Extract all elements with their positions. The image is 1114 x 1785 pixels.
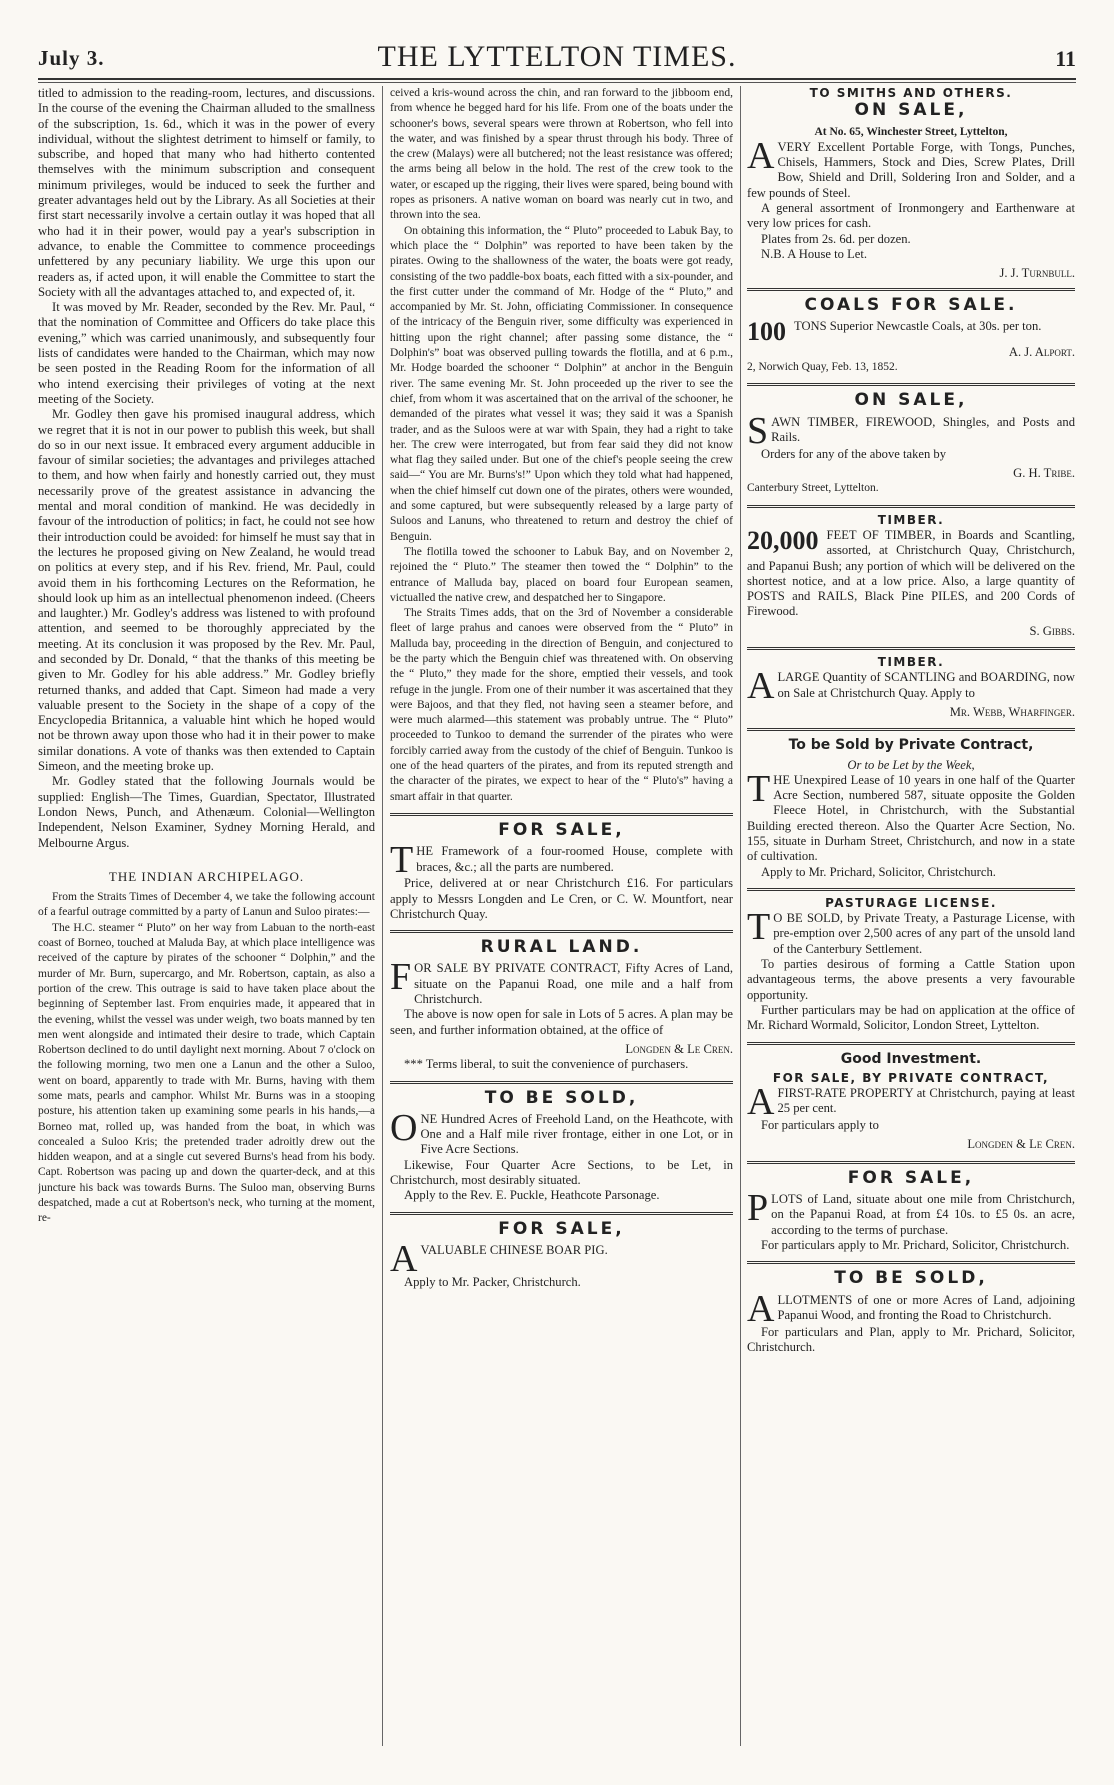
advert-title: FOR SALE, (498, 1218, 625, 1239)
drop-cap: A (747, 134, 775, 177)
advert-signature: Longden & Le Cren. (625, 1041, 733, 1056)
advert-title: TO BE SOLD, (834, 1268, 988, 1289)
advert-signature: J. J. Turnbull. (999, 266, 1075, 281)
advert-signature: S. Gibbs. (1029, 623, 1075, 638)
advert-text: Apply to Mr. Prichard, Solicitor, Christchurch. (761, 864, 996, 879)
drop-cap: A (747, 665, 775, 708)
advert-rural-land (390, 930, 733, 1080)
advert-text: For particulars apply to (761, 1118, 879, 1133)
advert-investment (747, 1042, 1075, 1161)
advert-signature: Mr. Webb, Wharfinger. (949, 704, 1075, 719)
advert-body: O BE SOLD, by Private Treaty, a Pasturage License, with pre-emption over 2,500 acres of any part of the unsold land of the Canterbury Settlement. (773, 911, 1075, 956)
advert-title: ON SALE, (854, 390, 968, 411)
advert-text: Price, delivered at or near Christchurch £16. For particulars apply to Messrs Longden and Le Cren, or C. W. Mountfort, near Christchurch Quay. (390, 876, 733, 921)
advert-coals (747, 288, 1075, 384)
advert-title: Good Investment. (840, 1050, 982, 1067)
article-paragraph: On obtaining this information, the “ Pluto” proceeded to Labuk Bay, to which place the “ Dolphin” was reported to have been taken by the pirates. Owing to the shallowness of the water, the boats were got ready, consisting of the two paddle-box boats, each fitted with a six-pounder, and the first cutter under the command of Mr. Hodge of the “ Pluto,” and accompanied by Mr. St. John, officiating Commissioner. In consequence of the intricacy of the Benguin river, some difficulty was experienced in hitting upon the right channel; after passing some distance, the “ Dolphin's” boat was observed pulling towards the flotilla, and at 6 p.m., Mr. Hodge boarded the schooner “ Dolphin” at anchor in the Benguin river. The same evening Mr. St. John proceeded up the river to see the chief, from whom it was ascertained that on the arrival of the schooner, he demanded of the pirates what vessel it was; they said it was a Spanish trader, and as the Suloos were at war with Spain, they had a right to take her. The crew were interrogated, but from fear said they did not know what flag they sailed under. But one of the chief's people seeing the crew said—“ You are Mr. Burns's!” Upon which they told what had happened, when the chief himself cut down one of the pirates, others were wounded, and some captured, but were subsequently released by a large party of Suloos and Lanuns, who threatened to return and destroy the chief of Benguin. (390, 224, 733, 543)
drop-cap: P (747, 1187, 769, 1230)
header-rule-thin (38, 82, 1076, 83)
advert-signature: A. J. Alport. (1008, 344, 1075, 359)
advert-body: TONS Superior Newcastle Coals, at 30s. per ton. (794, 318, 1042, 333)
advert-body: LOTS of Land, situate about one mile from Christchurch, on the Papanui Road, at from £4 10s. to £5 0s. an acre, according to the terms of purchase. (771, 1192, 1075, 1237)
advert-signature: Longden & Le Cren. (967, 1137, 1075, 1152)
advert-title: TIMBER. (877, 655, 945, 670)
advert-body: AWN TIMBER, FIREWOOD, Shingles, and Posts and Rails. (771, 414, 1075, 445)
advert-text: For particulars and Plan, apply to Mr. Prichard, Solicitor, Christchurch. (747, 1324, 1075, 1354)
page-header (38, 38, 1076, 76)
advert-body: LLOTMENTS of one or more Acres of Land, adjoining Papanui Wood, and fronting the Road to Christchurch. (777, 1292, 1075, 1322)
article-paragraph: The Straits Times adds, that on the 3rd of November a considerable fleet of large prahus and canoes were observed from the “ Pluto” in Malluda bay, proceeding in the direction of Benguin, and conjectured to be the party which the Benguin chief was threatened with. On observing the “ Pluto,” they made for the shore, emptied their vessels, and took refuge in the jungle. From one of their number it was ascertained that they were Bajoos, and that they fled, not having seen a steamer before, and were much alarmed—this statement was probably untrue. The “ Pluto” proceeded to Tunkoo to demand the surrender of the pirates who were forcibly carried away from the custody of the chief of Benguin. Tunkoo is one of the head quarters of the pirates, and from its reputed strength and the character of the pirates, we expect to hear of the “ Pluto's” having a smart affair in that quarter. (390, 607, 733, 803)
advert-subtitle: TO SMITHS AND OTHERS. (809, 86, 1013, 100)
article-paragraph: From the Straits Times of December 4, we take the following account of a fearful outrage committed by a party of Lanun and Suloo pirates:— (38, 891, 375, 919)
advert-signature: G. H. Tribe. (1013, 466, 1075, 481)
advert-subtitle: Or to be Let by the Week, (847, 757, 975, 772)
drop-cap: A (747, 1081, 775, 1124)
drop-cap: S (747, 409, 769, 452)
drop-cap: T (747, 906, 771, 949)
column-divider (740, 86, 741, 1746)
advert-title: FOR SALE, (847, 1167, 975, 1188)
drop-cap: A (390, 1237, 418, 1280)
drop-cap: T (390, 839, 414, 882)
advert-text: Orders for any of the above taken by (761, 446, 946, 461)
advert-title: PASTURAGE LICENSE. (825, 895, 997, 910)
advert-text: *** Terms liberal, to suit the convenience of purchasers. (404, 1057, 689, 1072)
advert-body: FEET OF TIMBER, in Boards and Scantling, assorted, at Christchurch Quay, Christchurch, and Papanui Bush; any portion of which will be delivered on the shortest notice, and at a low price. Also, a large quantity of POSTS and RAILS, Black Pine PILES, and 200 Cords of Firewood. (747, 527, 1075, 619)
advert-plots (747, 1161, 1075, 1261)
advert-subtitle: FOR SALE, BY PRIVATE CONTRACT, (772, 1070, 1050, 1085)
advert-address: Canterbury Street, Lyttelton. (747, 482, 879, 495)
advert-house-frame (390, 813, 733, 930)
advert-text: N.B. A House to Let. (761, 246, 867, 261)
advert-text: Apply to Mr. Packer, Christchurch. (404, 1274, 581, 1289)
advert-title: FOR SALE, (498, 819, 625, 840)
advert-title: TO BE SOLD, (484, 1087, 639, 1108)
advert-body: HE Framework of a four-roomed House, complete with braces, &c.; all the parts are numbered. (416, 844, 733, 874)
advert-title: RURAL LAND. (480, 937, 643, 958)
article-paragraph: It was moved by Mr. Reader, seconded by the Rev. Mr. Paul, “ that the nomination of Committee and Officers do take place this evening,” which was carried unanimously, and subsequently four lists of candidates were handed to the Chairman, which may now be seen posted in the Reading Room for the information of all who intend exercising their privileges of voting at the next meeting of the Society. (38, 300, 375, 406)
drop-cap: T (747, 767, 771, 810)
advert-title: ON SALE, (854, 100, 968, 121)
advert-text: Further particulars may be had on application at the office of Mr. Richard Wormald, Solicitor, London Street, Lyttelton. (747, 1002, 1075, 1033)
drop-cap: F (390, 956, 412, 999)
advert-allotments (747, 1261, 1075, 1363)
drop-cap: O (390, 1106, 418, 1149)
advert-date: 2, Norwich Quay, Feb. 13, 1852. (747, 361, 898, 374)
advert-text: For particulars apply to Mr. Prichard, Solicitor, Christchurch. (761, 1237, 1070, 1252)
article-paragraph: Mr. Godley stated that the following Journals would be supplied: English—The Times, Guardian, Spectator, Illustrated London News, Punch, and Athenæum. Colonial—Wellington Independent, Nelson Examiner, Sydney Morning Herald, and Melbourne Argus. (38, 774, 375, 850)
advert-title: COALS FOR SALE. (804, 294, 1018, 315)
article-paragraph: The H.C. steamer “ Pluto” on her way from Labuan to the north-east coast of Borneo, touched at Maluda Bay, at which place intelligence was received of the capture by pirates of the schooner “ Dolphin,” and the murder of Mr. Burn, supercargo, and Mr. Robertson, captain, as also a portion of the crew. This outrage is said to have taken place about the beginning of September last. From enquiries made, it appeared that in the evening, whilst the vessel was under weigh, two boats manned by ten men went alongside and intimated their desire to trade, which Captain Robertson declined to do until daylight next morning. About 7 o'clock on the following morning, two men one a Lanun and the other a Suloo, went on board, apparently to trade with Mr. Burns, having with them some mats, pearls and camphor. Whilst Mr. Burns was in a stooping posture, his attention taken up examining some pearls in his hands,—a Borneo mat, rolled up, was handed from the boat, in which was concealed a Suloo Kris; the pretended trader adroitly drew out the hidden weapon, and at a single cut severed Burns's head from his body. Capt. Robertson was pacing up and down the quarter-deck, and at this juncture his back was towards Burns. The Suloo man, observing Burns despatched, made a cut at Robertson's neck, who turning at the moment, re- (38, 921, 375, 1225)
article-paragraph: ceived a kris-wound across the chin, and ran forward to the jibboom end, from whence he begged hard for his life. From one of the boats under the schooner's bows, several spears were thrown at Robertson, who fell into the water, and was finished by a spear thrust through his body. Three of the crew (Malays) were all butchered; not the least resistance was offered; the arms being all below in the hold. The rest of the crew took to the water, or escaped up the rigging, their lives were spared, being bound with ropes as prisoners. A native woman on board was nearly cut in two, and thrown into the sea. (390, 87, 733, 222)
advert-text: To parties desirous of forming a Cattle Station upon advantageous terms, the above presents a very favourable opportunity. (747, 957, 1075, 1002)
advert-forge (747, 86, 1075, 288)
article-paragraph: The flotilla towed the schooner to Labuk Bay, and on November 2, rejoined the “ Pluto.” The steamer then towed the “ Dolphin” to the entrance of Malluda bay, placed on board four European seamen, victualled the native crew, and despatched her to Singapore. (390, 545, 733, 604)
masthead-title: THE LYTTELTON TIMES. (377, 40, 737, 73)
advert-title: To be Sold by Private Contract, (788, 737, 1034, 754)
drop-cap: A (747, 1287, 775, 1330)
advert-body: LARGE Quantity of SCANTLING and BOARDING, now on Sale at Christchurch Quay. Apply to (777, 670, 1075, 700)
advert-timber-feet (747, 505, 1075, 647)
advert-boar-pig (390, 1212, 733, 1299)
page-number: 11 (1055, 46, 1076, 71)
column-3 (747, 86, 1075, 1746)
advert-scantling (747, 647, 1075, 728)
advert-quantity: 100 (747, 316, 786, 346)
advert-freehold-land (390, 1081, 733, 1212)
advert-title: TIMBER. (877, 512, 945, 527)
advert-body: VERY Excellent Portable Forge, with Tongs, Punches, Chisels, Hammers, Stock and Dies, Screw Plates, Drill Bow, Shield and Drill, Soldering Iron and Solder, and a few pounds of Steel. (747, 139, 1075, 200)
advert-body: FIRST-RATE PROPERTY at Christchurch, paying at least 25 per cent. (777, 1086, 1075, 1116)
advert-body: NE Hundred Acres of Freehold Land, on the Heathcote, with One and a Half mile river frontage, either in one Lot, or in Five Acre Sections. (420, 1111, 733, 1157)
advert-sawn-timber (747, 383, 1075, 504)
advert-body: HE Unexpired Lease of 10 years in one half of the Quarter Acre Section, numbered 587, situate opposite the Golden Fleece Hotel, in Christchurch, with the Substantial Building erected thereon. Also the Quarter Acre Section, No. 155, situate in Durham Street, Christchurch, and now in a state of cultivation. (747, 772, 1075, 864)
advert-body: OR SALE BY PRIVATE CONTRACT, Fifty Acres of Land, situate on the Papanui Road, one mile and a half from Christchurch. (414, 961, 733, 1007)
advert-text: Plates from 2s. 6d. per dozen. (761, 231, 911, 246)
issue-date: July 3. (38, 46, 105, 70)
column-2 (390, 86, 733, 1746)
advert-pasturage (747, 888, 1075, 1042)
header-rule (38, 78, 1076, 80)
advert-quantity: 20,000 (747, 525, 819, 555)
advert-body: VALUABLE CHINESE BOAR PIG. (420, 1242, 608, 1257)
advert-text: A general assortment of Ironmongery and Earthenware at very low prices for cash. (747, 201, 1075, 231)
advert-address: At No. 65, Winchester Street, Lyttelton, (814, 125, 1008, 138)
advert-text: Apply to the Rev. E. Puckle, Heathcote Parsonage. (404, 1188, 660, 1203)
article-paragraph: titled to admission to the reading-room, lectures, and discussions. In the course of the evening the Chairman alluded to the smallness of the subscription, 1s. 6d., which it was in the power of every individual, without the slightest detriment to himself or family, to subscribe, and hoped that many who had hitherto contented themselves with the minimum subscription and consequent minimum privileges, would be induced to seek the further and greater advantages held out by the Library. As all Societies at their first start necessarily involve a certain outlay it was hoped that all who had it in their power, would pay a year's subscription in advance, to enable the Committee to commence proceedings unfettered by any pecuniary liability. We urge this upon our readers as, if acted upon, it will enable the Committee to start the Society with all the advantages attached to, and expected of, it. (38, 86, 375, 299)
article-paragraph: Mr. Godley then gave his promised inaugural address, which we regret that it is not in our power to publish this week, but shall do so in our next issue. It embraced every argument adducible in favour of similar societies; the advantages and privileges attached to them, and how when fairly and honestly carried out, they must necessarily prove of the greatest assistance in advancing the mental and moral condition of mankind. He was decidedly in favour of the introduction of politics; in fact, he could not see how their introduction could be avoided: for himself he must say that in the lectures he proposed giving on New Zealand, he would tread on politics at every step, and if his Rev. friend, Mr. Paul, could avoid them in his forthcoming Lectures on the Reformation, he should look up him as an intellectual phenomenon indeed. (Cheers and laughter.) Mr. Godley's address was listened to with profound attention, and seemed to be thoroughly appreciated by the meeting. At its conclusion it was proposed by the Rev. Mr. Paul, and seconded by Dr. Donald, “ that the thanks of this meeting be given to Mr. Godley for his able address.” Mr. Godley briefly returned thanks, and added that Capt. Simeon had made a very valuable present to the Society in the shape of a copy of the Encyclopedia Britannica, a valuable hint which he hoped would not be thrown away upon those who had it in their power to make similar donations. A vote of thanks was then extended to Captain Simeon, and the meeting broke up. (38, 407, 375, 774)
column-1 (38, 86, 375, 1746)
advert-lease (747, 728, 1075, 888)
advert-text: Likewise, Four Quarter Acre Sections, to be Let, in Christchurch, most desirably situated. (390, 1157, 733, 1187)
column-divider (382, 86, 383, 1746)
advert-text: The above is now open for sale in Lots of 5 acres. A plan may be seen, and further information obtained, at the office of (390, 1007, 733, 1037)
section-heading: THE INDIAN ARCHIPELAGO. (108, 868, 305, 884)
